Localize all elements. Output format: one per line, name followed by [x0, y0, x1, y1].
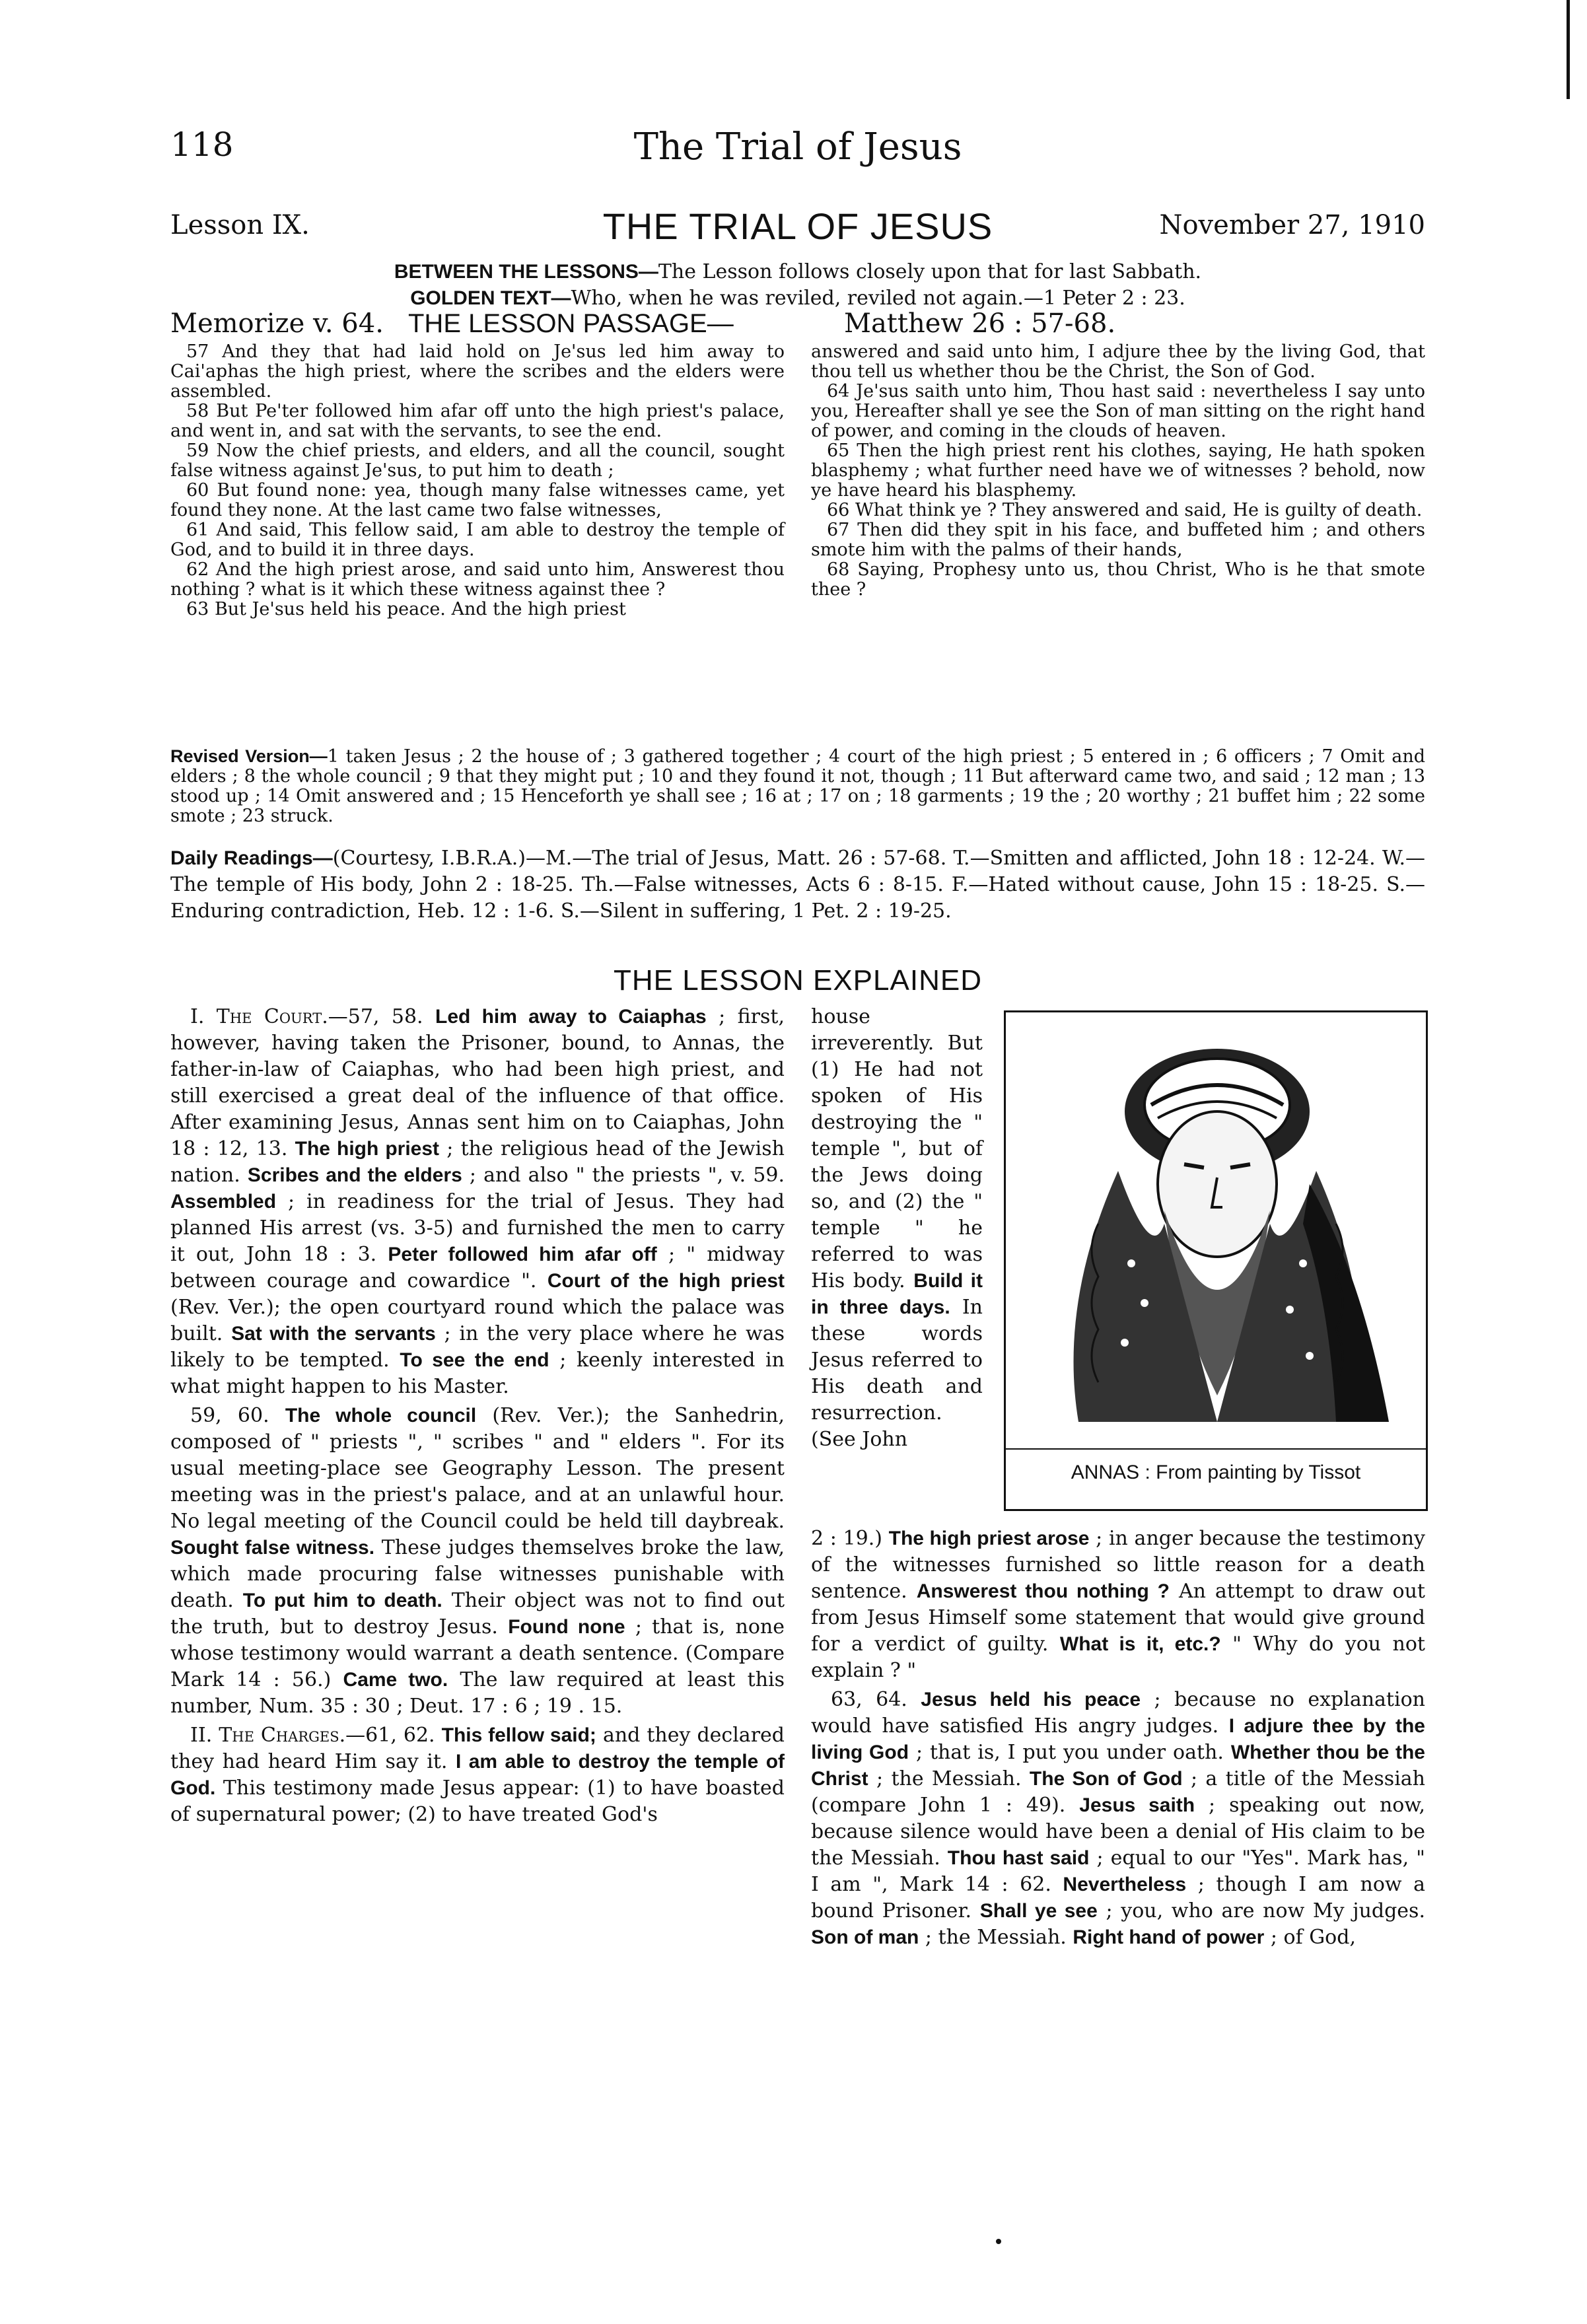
keyword: Came two.	[343, 1669, 448, 1691]
gloss: and they declared they had heard Him say it.	[170, 1724, 785, 1773]
gloss: These judges themselves broke the law, which made procuring false witnesses punishable with death.	[170, 1536, 785, 1612]
paragraph	[170, 1722, 785, 1828]
passage-title: THE LESSON PASSAGE—	[408, 309, 734, 338]
lesson-explained-title: THE LESSON EXPLAINED	[614, 964, 982, 997]
explained-right-narrow	[811, 1004, 983, 1456]
keyword: Answerest thou nothing ?	[916, 1580, 1170, 1602]
keyword: The high priest arose	[888, 1528, 1090, 1549]
lesson-number: Lesson IX.	[170, 210, 310, 240]
running-title: The Trial of Jesus	[633, 125, 962, 168]
keyword: Nevertheless	[1063, 1874, 1187, 1895]
section-head: II. The Charges.—61, 62.	[190, 1724, 435, 1747]
verse: 68 Saying, Prophesy unto us, thou Christ, Who is he that smote thee ?	[811, 559, 1425, 600]
paragraph	[170, 1004, 785, 1400]
keyword: Peter followed him afar off	[388, 1244, 657, 1265]
gloss: ; of God,	[1270, 1926, 1356, 1949]
gloss: ; though I am now a bound Prisoner.	[811, 1873, 1425, 1922]
keyword: This fellow said;	[441, 1724, 596, 1746]
revised-text: 1 taken Jesus ; 2 the house of ; 3 gathered together ; 4 court of the high priest ; 5 entered in ; 6 officers ; 7 Omit and elders ; 8 the whole council ; 9 that they might put ; 10 and they found it not, though ; 11 But afterward came two, and said ; 12 man ; 13 stood up ; 14 Omit answered and ; 15 Henceforth ye shall see ; 16 at ; 17 on ; 18 garments ; 19 the ; 20 worthy ; 21 buffet him ; 22 some smote ; 23 struck.	[170, 746, 1425, 826]
daily-text: (Courtesy, I.B.R.A.)—M.—The trial of Jesus, Matt. 26 : 57-68. T.—Smitten and afflicted, John 18 : 12-24. W.—The temple of His body, John 2 : 18-25. Th.—False witnesses, Acts 6 : 8-15. F.—Hated without cause, John 15 : 18-25. S.—Enduring contradiction, Heb. 12 : 1-6. S.—Silent in suffering, 1 Pet. 2 : 19-25.	[170, 847, 1425, 923]
annas-portrait-illustration	[1019, 1026, 1413, 1435]
keyword: Jesus saith	[1079, 1794, 1195, 1816]
gloss: ; you, who are now My judges.	[1106, 1899, 1425, 1922]
gloss: ; speaking out now, because silence would have been a denial of His claim to be the Messiah.	[811, 1794, 1425, 1870]
keyword: Build it in three days.	[811, 1270, 983, 1318]
running-head	[170, 125, 1425, 192]
golden-label: GOLDEN TEXT—	[410, 287, 571, 309]
section-head: I. The Court.—57, 58.	[190, 1005, 423, 1028]
gloss: ; " midway between courage and cowardice ".	[170, 1243, 785, 1292]
verse: 61 And said, This fellow said, I am able to destroy the temple of God, and to build it in three days.	[170, 520, 785, 560]
keyword: Led him away to Caiaphas	[435, 1006, 707, 1028]
keyword: I am able to destroy the temple of God.	[170, 1751, 785, 1799]
scripture-left-column	[170, 342, 785, 619]
verse: 58 But Pe'ter followed him afar off unto the high priest's palace, and went in, and sat with the servants, to see the end.	[170, 401, 785, 441]
gloss: ; equal to our "Yes". Mark has, " I am ", Mark 14 : 62.	[811, 1847, 1425, 1896]
paragraph	[170, 1403, 785, 1720]
verse: 57 And they that had laid hold on Je'sus led him away to Cai'aphas the high priest, where the scribes and the elders were assembled.	[170, 341, 785, 402]
gloss: 2 : 19.)	[811, 1527, 882, 1550]
gloss: ; that is, I put you under oath.	[915, 1741, 1224, 1764]
lesson-header	[170, 205, 1425, 251]
section-head: 63, 64.	[831, 1688, 907, 1711]
gloss: An attempt to draw out from Jesus Himself some statement that would give ground for a verdict of guilty.	[811, 1580, 1425, 1656]
gloss: Their object was not to find out the truth, but to destroy Jesus.	[170, 1589, 785, 1638]
lesson-date: November 27, 1910	[1159, 210, 1425, 240]
keyword: I adjure thee by the living God	[811, 1715, 1425, 1763]
between-lessons	[170, 258, 1425, 287]
gloss: The law required at least this number, Num. 35 : 30 ; Deut. 17 : 6 ; 19 . 15.	[170, 1668, 785, 1718]
gloss: ; keenly interested in what might happen to his Master.	[170, 1349, 785, 1398]
verse: 65 Then the high priest rent his clothes, saying, He hath spoken blasphemy ; what further need have we of witnesses ? behold, now ye have heard his blasphemy.	[811, 440, 1425, 501]
verse: 67 Then did they spit in his face, and buffeted him ; and others smote him with the palms of their hands,	[811, 520, 1425, 560]
gloss: In these words Jesus referred to His death and resurrection. (See John	[811, 1296, 983, 1451]
keyword: Thou hast said	[947, 1847, 1090, 1869]
gloss: ; in the very place where he was likely to be tempted.	[170, 1322, 785, 1372]
scripture-right-column	[811, 342, 1425, 600]
between-label: BETWEEN THE LESSONS—	[394, 261, 658, 283]
explained-right-column	[811, 1526, 1425, 1954]
keyword: To see the end	[400, 1349, 549, 1371]
gloss: ; the Messiah.	[876, 1767, 1022, 1790]
gloss: ; because no explanation would have satisfied His angry judges.	[811, 1688, 1425, 1738]
gloss: ; in anger because the testimony of the witnesses furnished so little reason for a death sentence.	[811, 1527, 1425, 1603]
gloss: " Why do you not explain ? "	[811, 1633, 1425, 1682]
keyword: Found none	[508, 1616, 625, 1638]
gloss: ; in readiness for the trial of Jesus. They had planned His arrest (vs. 3-5) and furnished the men to carry it out, John 18 : 3.	[170, 1190, 785, 1266]
keyword: Right hand of power	[1073, 1926, 1265, 1948]
gloss: ; the Messiah.	[925, 1926, 1067, 1949]
printer-mark	[996, 2239, 1001, 2244]
verse: 59 Now the chief priests, and elders, and all the council, sought false witness against Je'sus, to put him to death ;	[170, 440, 785, 481]
verse: 63 But Je'sus held his peace. And the high priest	[186, 599, 626, 619]
page-edge-rule	[1567, 0, 1570, 99]
golden-body: Who, when he was reviled, reviled not again.—1 Peter 2 : 23.	[571, 287, 1185, 310]
keyword: Jesus held his peace	[921, 1689, 1141, 1710]
gloss: (Rev. Ver.); the open courtyard round which the palace was built.	[170, 1296, 785, 1345]
gloss: ; the religious head of the Jewish nation.	[170, 1137, 785, 1187]
keyword: The high priest	[295, 1138, 440, 1160]
revised-version-notes	[170, 746, 1425, 826]
keyword: To put him to death.	[242, 1590, 442, 1611]
daily-readings	[170, 845, 1425, 925]
gloss: This testimony made Jesus appear: (1) to have boasted of supernatural power; (2) to have treated God's	[170, 1777, 785, 1826]
gloss: ; a title of the Messiah (compare John 1 : 49).	[811, 1767, 1426, 1817]
paragraph	[811, 1526, 1425, 1684]
keyword: Sought false witness.	[170, 1537, 375, 1559]
section-head: 59, 60.	[190, 1404, 269, 1427]
verse: 60 But found none: yea, though many false witnesses came, yet found they none. At the last came two false witnesses,	[170, 480, 785, 520]
keyword: The Son of God	[1029, 1768, 1183, 1790]
verse: answered and said unto him, I adjure thee by the living God, that thou tell us whether thou be the Christ, the Son of God.	[811, 341, 1425, 382]
between-text: The Lesson follows closely upon that for last Sabbath.	[658, 260, 1202, 283]
gloss: (Rev. Ver.); the Sanhedrin, composed of " priests ", " scribes " and " elders ". For its usual meeting-place see Geography Lesson. The present meeting was in the priest's palace, and at an unlawful hour. No legal meeting of the Council could be held till daybreak.	[170, 1404, 785, 1533]
gloss: ; and also " the priests ", v. 59.	[469, 1164, 785, 1187]
verse: 62 And the high priest arose, and said unto him, Answerest thou nothing ? what is it which these witness against thee ?	[170, 559, 785, 600]
verse: 64 Je'sus saith unto him, Thou hast said : nevertheless I say unto you, Hereafter shall ye see the Son of man sitting on the right hand of power, and coming in the clouds of heaven.	[811, 381, 1425, 441]
annas-portrait-figure	[1004, 1010, 1428, 1511]
gloss: ; first, however, having taken the Prisoner, bound, to Annas, the father-in-law of Caiaphas, who had been high priest, and still exercised a great deal of the influence of that office. After examining Jesus, Annas sent him on to Caiaphas, John 18 : 12, 13.	[170, 1005, 785, 1160]
keyword: The whole council	[285, 1405, 477, 1426]
verse: 66 What think ye ? They answered and said, He is guilty of death.	[827, 500, 1423, 520]
paragraph	[811, 1004, 983, 1453]
keyword: Court of the high priest	[547, 1270, 785, 1292]
gloss: ; that is, none whose testimony would warrant a death sentence. (Compare Mark 14 : 56.)	[170, 1615, 785, 1691]
daily-label: Daily Readings—	[170, 847, 333, 869]
keyword: Shall ye see	[979, 1900, 1098, 1922]
paragraph	[811, 1687, 1425, 1951]
keyword: What is it, etc.?	[1059, 1633, 1221, 1655]
keyword: Whether thou be the Christ	[811, 1742, 1425, 1790]
revised-label: Revised Version—	[170, 746, 328, 766]
figure-caption: ANNAS : From painting by Tissot	[1006, 1448, 1426, 1496]
explained-left-column	[170, 1004, 785, 1831]
keyword: Scribes and the elders	[247, 1164, 462, 1186]
memorize-note: Memorize v. 64.	[170, 308, 384, 339]
keyword: Assembled	[170, 1191, 277, 1213]
page-number: 118	[170, 125, 234, 164]
lesson-title: THE TRIAL OF JESUS	[602, 205, 993, 247]
gloss: house irreverently. But (1) He had not spoken of His destroying the " temple ", but of the Jews doing so, and (2) the " temple " he referred to was His body.	[811, 1005, 983, 1292]
keyword: Sat with the servants	[231, 1323, 436, 1345]
passage-reference: Matthew 26 : 57-68.	[844, 308, 1116, 339]
keyword: Son of man	[811, 1926, 919, 1948]
